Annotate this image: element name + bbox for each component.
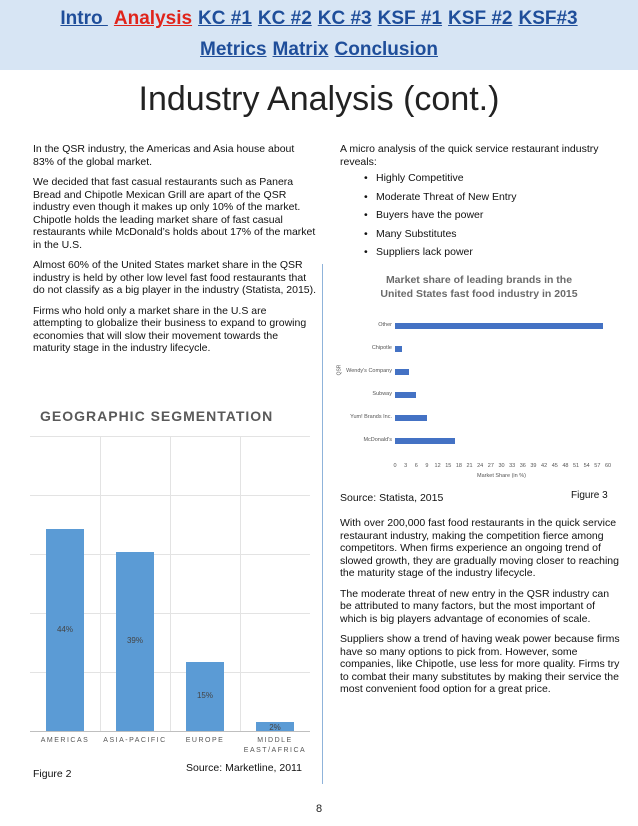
brand-bar-yum-brands-inc-	[395, 415, 427, 421]
geo-category-label: MIDDLE EAST/AFRICA	[243, 737, 307, 754]
statista-source: Source: Statista, 2015	[340, 492, 444, 504]
brand-x-tick: 30	[498, 463, 505, 469]
brand-bar-mcdonald-s	[395, 438, 455, 444]
page-number: 8	[315, 803, 323, 815]
brand-x-tick: 33	[509, 463, 516, 469]
brand-bar-other	[395, 323, 603, 329]
right-column-top	[340, 143, 618, 265]
right-intro: A micro analysis of the quick service restaurant industry reveals:	[340, 143, 599, 168]
bullet-item: • Buyers have the power	[376, 209, 618, 222]
brand-x-tick: 57	[594, 463, 601, 469]
brand-chart	[336, 267, 618, 485]
nav-link-ksf-1[interactable]: KSF #1	[377, 8, 443, 29]
left-paragraph: In the QSR industry, the Americas and Asia house about 83% of the global market.	[33, 143, 295, 168]
brand-x-tick: 12	[434, 463, 441, 469]
right-paragraph: The moderate threat of new entry in the QSR industry can be attributed to many factors, but the most important of which is big players advantage of economies of scale.	[340, 587, 610, 625]
brand-bar-chipotle	[395, 346, 402, 352]
nav-link-kc-3[interactable]: KC #3	[317, 8, 372, 29]
brand-category-label: Wendy's Company	[346, 368, 392, 374]
brand-x-tick: 36	[519, 463, 526, 469]
geo-category-label: EUROPE	[185, 737, 225, 744]
nav-link-ksf-3[interactable]: KSF#3	[518, 8, 578, 29]
brand-bar-wendy-s-company	[395, 369, 409, 375]
brand-category-label: McDonald's	[363, 437, 392, 443]
brand-x-tick: 39	[530, 463, 537, 469]
nav-link-metrics[interactable]: Metrics	[200, 39, 267, 60]
geo-chart	[30, 436, 310, 764]
category-separator	[170, 436, 171, 731]
brand-x-tick: 27	[487, 463, 494, 469]
brand-x-axis-label: Market Share (in %)	[477, 473, 526, 479]
nav-row-2	[0, 38, 638, 62]
brand-x-tick: 6	[414, 463, 418, 469]
geo-category-label: ASIA-PACIFIC	[103, 737, 167, 744]
brand-bar-subway	[395, 392, 416, 398]
brand-category-label: Yum! Brands Inc.	[350, 414, 392, 420]
brand-x-tick: 18	[455, 463, 462, 469]
category-separator	[240, 436, 241, 731]
brand-x-tick: 48	[562, 463, 569, 469]
left-paragraph: Almost 60% of the United States market share in the QSR industry is held by other low level fast food restaurants that do not classify as a big player in the industry (Statista, 2015).	[33, 259, 317, 296]
figure-3-label: Figure 3	[571, 490, 608, 501]
nav-link-kc-1[interactable]: KC #1	[198, 8, 252, 29]
brand-x-tick: 45	[551, 463, 558, 469]
geo-data-label: 39%	[126, 636, 143, 646]
brand-x-tick: 42	[541, 463, 548, 469]
brand-x-tick: 0	[393, 463, 397, 469]
geo-chart-title: GEOGRAPHIC SEGMENTATION	[40, 408, 274, 424]
nav-link-ksf-2[interactable]: KSF #2	[448, 8, 513, 29]
brand-x-tick: 3	[404, 463, 408, 469]
brand-chart-title: Market share of leading brands in the United States fast food industry in 2015	[380, 274, 578, 300]
brand-x-tick: 24	[477, 463, 484, 469]
nav-bar	[0, 0, 638, 70]
right-paragraph: With over 200,000 fast food restaurants in the quick service restaurant industry, making the competition fierce among competitors. When firms experience an ongoing trend of slowed growth, they are gradually moving closer to reaching the maturity stage of the industry lifecycle.	[340, 517, 619, 579]
geo-data-label: 15%	[196, 691, 213, 701]
column-divider	[322, 264, 323, 784]
nav-link-kc-2[interactable]: KC #2	[257, 8, 312, 29]
bullet-item: • Suppliers lack power	[376, 246, 618, 259]
left-column	[33, 143, 318, 363]
bullet-item: • Many Substitutes	[376, 228, 618, 241]
brand-x-tick: 21	[466, 463, 473, 469]
bullet-item: • Moderate Threat of New Entry	[376, 191, 618, 204]
geo-data-label: 2%	[269, 722, 281, 732]
geo-category-label: AMERICAS	[40, 737, 90, 744]
nav-link-intro[interactable]: Intro	[60, 8, 108, 29]
right-paragraph: Suppliers show a trend of having weak power because firms have so many options to pick from. However, some companies, like Chipotle, use less for more quality. Firms try to combat their many substitutes by making their service the most convenient food option for a great price.	[340, 633, 620, 695]
brand-category-label: Subway	[372, 391, 392, 397]
brand-x-tick: 9	[425, 463, 429, 469]
brand-x-tick: 15	[445, 463, 452, 469]
geo-data-label: 44%	[56, 624, 73, 634]
brand-category-label: Chipotle	[371, 345, 392, 351]
nav-link-matrix[interactable]: Matrix	[272, 39, 329, 60]
brand-category-label: Other	[378, 322, 392, 328]
nav-link-analysis[interactable]: Analysis	[113, 8, 193, 29]
figure-2-label: Figure 2	[33, 768, 72, 780]
bullet-list	[340, 172, 618, 259]
right-column-bottom	[340, 517, 620, 704]
bullet-item: • Highly Competitive	[376, 172, 618, 185]
nav-row-1	[0, 7, 638, 31]
brand-x-tick: 60	[604, 463, 612, 469]
marketline-source: Source: Marketline, 2011	[186, 762, 302, 774]
brand-x-tick: 51	[572, 463, 580, 469]
left-paragraph: We decided that fast casual restaurants such as Panera Bread and Chipotle Mexican Grill are apart of the QSR industry even though it makes up only 10% of the market. Chipotle holds the leading market share of fast casual restaurants while McDonald’s holds about 17% of the market in the U.S.	[33, 176, 316, 251]
page-title: Industry Analysis (cont.)	[138, 80, 500, 118]
left-paragraph: Firms who hold only a market share in the U.S are attempting to globalize their business to expand to growing economies that will slow their movement towards the maturity stage in the industry lifecycle.	[33, 304, 307, 354]
nav-link-conclusion[interactable]: Conclusion	[334, 39, 438, 60]
category-separator	[100, 436, 101, 731]
brand-y-axis-label: QSR	[336, 364, 343, 376]
brand-x-tick: 54	[583, 463, 590, 469]
